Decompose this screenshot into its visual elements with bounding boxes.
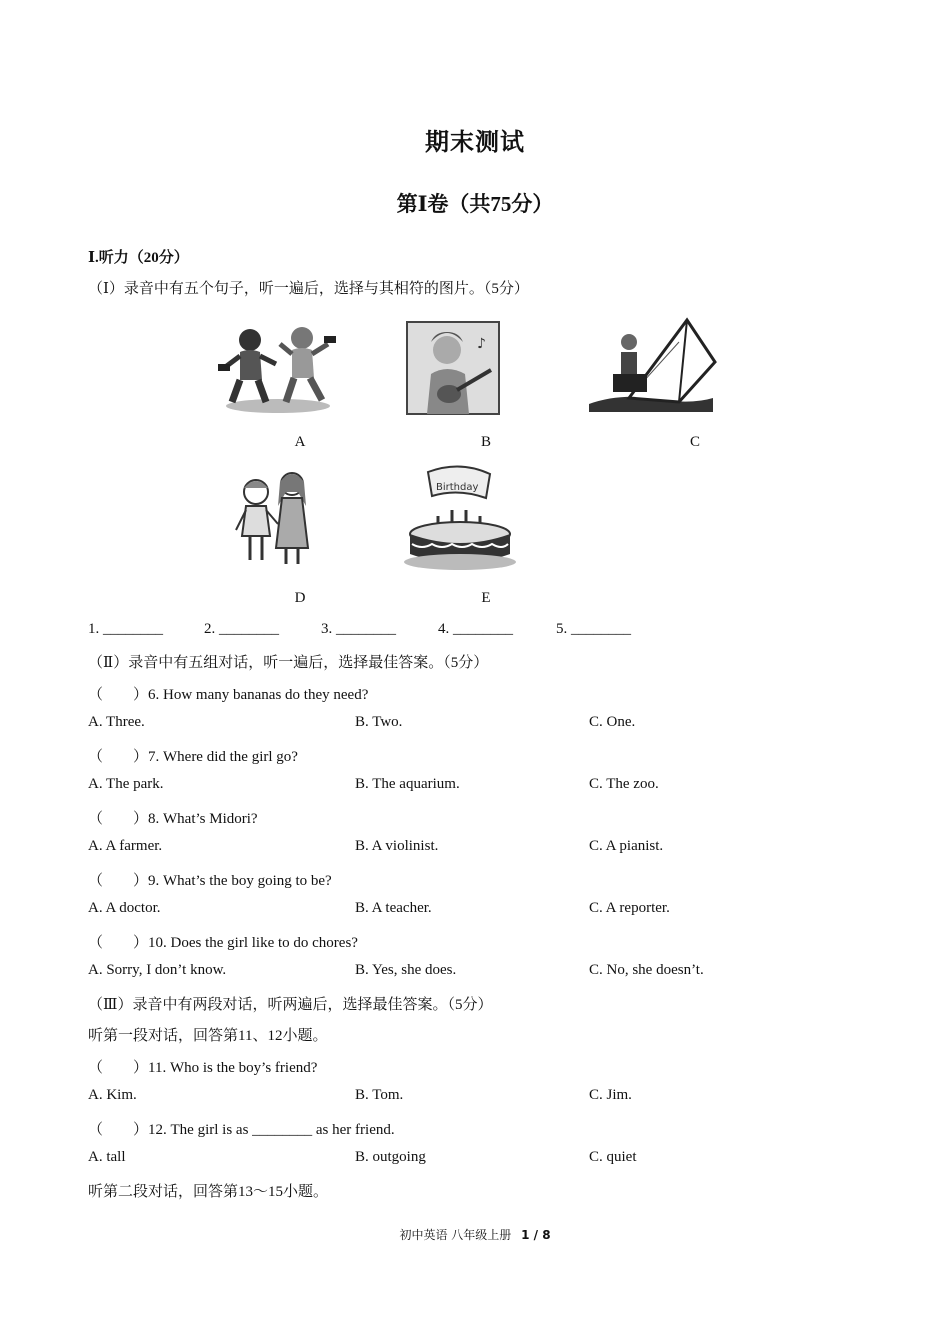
question-12: （ ）12. The girl is as ________ as her friend. xyxy=(88,1122,395,1138)
footer-text: 初中英语 八年级上册 xyxy=(399,1228,512,1242)
q12-option-b: B. outgoing xyxy=(355,1149,426,1165)
section-heading: Ⅰ.听力（20分） xyxy=(88,250,189,266)
q11-option-a: A. Kim. xyxy=(88,1087,137,1103)
dialogue1-instruction: 听第一段对话，回答第11、12小题。 xyxy=(88,1028,328,1044)
part1-instruction: （Ⅰ）录音中有五个句子，听一遍后，选择与其相符的图片。（5分） xyxy=(88,281,529,297)
svg-text:♪: ♪ xyxy=(477,336,486,352)
person-playing-guitar-icon xyxy=(403,318,503,418)
question-7: （ ）7. Where did the girl go? xyxy=(88,749,298,765)
q11-option-c: C. Jim. xyxy=(589,1087,632,1103)
q8-option-a: A. A farmer. xyxy=(88,838,163,854)
q7-option-c: C. The zoo. xyxy=(589,776,659,792)
page-footer xyxy=(0,1226,950,1243)
picture-label-a: A xyxy=(294,434,306,450)
picture-label-c: C xyxy=(689,434,700,450)
svg-text:Birthday: Birthday xyxy=(436,482,479,493)
q10-option-c: C. No, she doesn’t. xyxy=(589,962,704,978)
q12-option-a: A. tall xyxy=(88,1149,126,1165)
question-8: （ ）8. What’s Midori? xyxy=(88,811,258,827)
q7-option-a: A. The park. xyxy=(88,776,164,792)
camping-tent-icon xyxy=(583,312,719,416)
q10-option-b: B. Yes, she does. xyxy=(355,962,457,978)
answer-blank-2[interactable]: 2. ________ xyxy=(204,621,279,637)
q9-option-a: A. A doctor. xyxy=(88,900,161,916)
q8-option-b: B. A violinist. xyxy=(355,838,439,854)
q6-option-a: A. Three. xyxy=(88,714,145,730)
page-number: 1 / 8 xyxy=(521,1228,551,1242)
picture-label-d: D xyxy=(294,590,306,606)
picture-label-b: B xyxy=(480,434,491,450)
people-exercising-icon xyxy=(218,318,340,416)
question-9: （ ）9. What’s the boy going to be? xyxy=(88,873,332,889)
q10-option-a: A. Sorry, I don’t know. xyxy=(88,962,227,978)
q6-option-b: B. Two. xyxy=(355,714,403,730)
picture-label-e: E xyxy=(481,590,491,606)
q8-option-c: C. A pianist. xyxy=(589,838,664,854)
question-10: （ ）10. Does the girl like to do chores? xyxy=(88,935,358,951)
q9-option-b: B. A teacher. xyxy=(355,900,432,916)
q9-option-c: C. A reporter. xyxy=(589,900,670,916)
two-girls-icon xyxy=(226,462,326,570)
q6-option-c: C. One. xyxy=(589,714,636,730)
answer-blank-1[interactable]: 1. ________ xyxy=(88,621,163,637)
paper-subtitle: 第Ⅰ卷（共75分） xyxy=(396,192,554,216)
answer-blank-5[interactable]: 5. ________ xyxy=(556,621,631,637)
dialogue2-instruction: 听第二段对话，回答第13～15小题。 xyxy=(88,1184,329,1200)
question-11: （ ）11. Who is the boy’s friend? xyxy=(88,1060,318,1076)
q11-option-b: B. Tom. xyxy=(355,1087,404,1103)
answer-blank-3[interactable]: 3. ________ xyxy=(321,621,396,637)
part3-instruction: （Ⅲ）录音中有两段对话，听两遍后，选择最佳答案。（5分） xyxy=(88,997,493,1013)
q7-option-b: B. The aquarium. xyxy=(355,776,460,792)
part2-instruction: （Ⅱ）录音中有五组对话，听一遍后，选择最佳答案。（5分） xyxy=(88,655,489,671)
birthday-cake-icon xyxy=(398,462,522,574)
page-title: 期末测试 xyxy=(425,130,525,156)
q12-option-c: C. quiet xyxy=(589,1149,637,1165)
answer-blank-4[interactable]: 4. ________ xyxy=(438,621,513,637)
question-6: （ ）6. How many bananas do they need? xyxy=(88,687,369,703)
